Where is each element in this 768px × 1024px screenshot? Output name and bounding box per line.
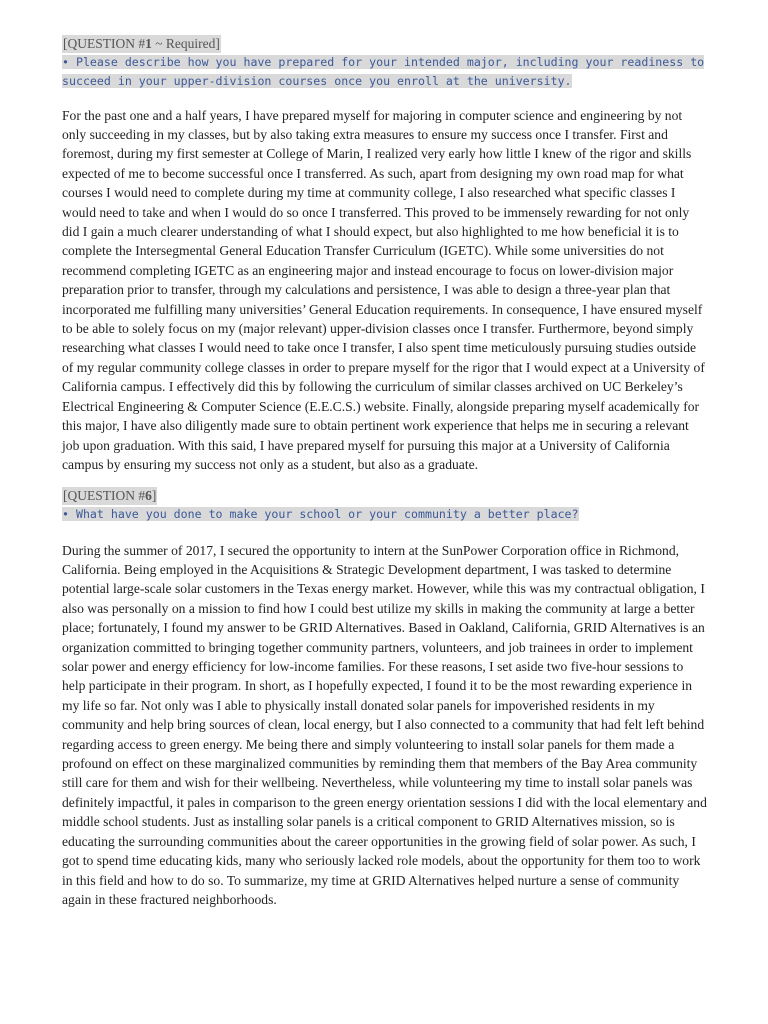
question-6-prompt — [62, 505, 708, 524]
question-6-label-prefix: [QUESTION # — [63, 488, 146, 504]
question-1-label-prefix: [QUESTION # — [63, 36, 146, 51]
question-6-number: 6 — [145, 488, 152, 504]
question-1-label-suffix: ~ Required] — [151, 36, 220, 51]
question-6-label-suffix: ] — [151, 488, 157, 504]
question-1-answer: For the past one and a half years, I have prepared myself for majoring in computer science and engineering by not only succeeding in my classes, but by also taking extra measures to ensure my success once I transfer. First and foremost, during my first semester at College of Marin, I realized very early how little I knew of the rigor and skills expected of me to become successful once I transferred. As such, apart from designing my own road map for what courses I would need to complete during my time at community college, I also researched what specific classes I would need to take and when I would do so once I transferred. This proved to be immensely rewarding for not only did I gain a much clearer understanding of what I should expect, but also highlighted to me how beneficial it is to complete the Intersegmental General Education Transfer Curriculum (IGETC). While some universities do not recommend completing IGETC as an engineering major and instead encourage to focus on lower-division major preparation prior to transfer, through my calculations and persistence, I was able to design a three-year plan that incorporated me fulfilling many universities’ General Education requirements. In consequence, I have ensured myself to be able to solely focus on my (major relevant) upper-division classes once I transfer. Furthermore, beyond simply researching what classes I would need to take once I transfer, I also spent time meticulously pursuing studies outside of my regular community college classes in order to prepare myself for the rigor that I would expect at a University of California campus. I effectively did this by following the curriculum of similar classes archived on UC Berkeley’s Electrical Engineering & Computer Science (E.E.C.S.) website. Finally, alongside preparing myself academically for this major, I have also diligently made sure to obtain pertinent work experience that helps me in securing a relevant job upon graduation. With this said, I have prepared myself for pursuing this major at a University of California campus by ensuring my success not only as a student, but also as a graduate. — [62, 107, 705, 472]
document-page — [62, 35, 708, 909]
question-6-answer: During the summer of 2017, I secured the opportunity to intern at the SunPower Corporation office in Richmond, California. Being employed in the Acquisitions & Strategic Development department, I was tasked to determine potential large-scale solar customers in the Texas energy market. However, while this was my contractual obligation, I also was personally on a mission to find how I could best utilize my skills in making the community at large a better place; fortunately, I found my answer to be GRID Alternatives. Based in Oakland, California, GRID Alternatives is an organization committed to bringing together community partners, volunteers, and job trainees in order to implement solar power and energy efficiency for low-income families. For these reasons, I set aside two five-hour sessions to help participate in their program. In short, as I hopefully expected, I found it to be the most rewarding experience in my life so far. Not only was I able to physically install donated solar panels for impoverished residents in my community and help bring sources of clean, local energy, but I also connected to a community that had felt left behind regarding access to green energy. Me being there and simply volunteering to install solar panels for them made a profound on effect on these marginalized communities by reminding them that members of the Bay Area community still care for them and wish for their wellbeing. Nevertheless, while volunteering my time to install solar panels was definitely impactful, it pales in comparison to the green energy orientation sessions I did with the local elementary and middle school students. Just as installing solar panels is a critical component to GRID Alternatives mission, so is educating the surrounding communities about the career opportunities in the growing field of solar power. As such, I got to spend time educating kids, many who seriously lacked role models, about the opportunity for them too to work in this field and how to do so. To summarize, my time at GRID Alternatives helped nurture a sense of community again in these fractured neighborhoods. — [62, 542, 707, 907]
question-6-section — [62, 487, 708, 909]
question-1-prompt-text: • Please describe how you have prepared for your intended major, including your readiness to succeed in your upper-division courses once you enroll at the university. — [62, 55, 705, 89]
question-1-section — [62, 35, 708, 474]
question-1-prompt — [62, 53, 708, 92]
question-1-heading — [62, 35, 221, 53]
question-6-heading — [62, 487, 157, 505]
question-1-number: 1 — [145, 36, 152, 51]
question-6-prompt-text: • What have you done to make your school or your community a better place? — [62, 507, 579, 522]
